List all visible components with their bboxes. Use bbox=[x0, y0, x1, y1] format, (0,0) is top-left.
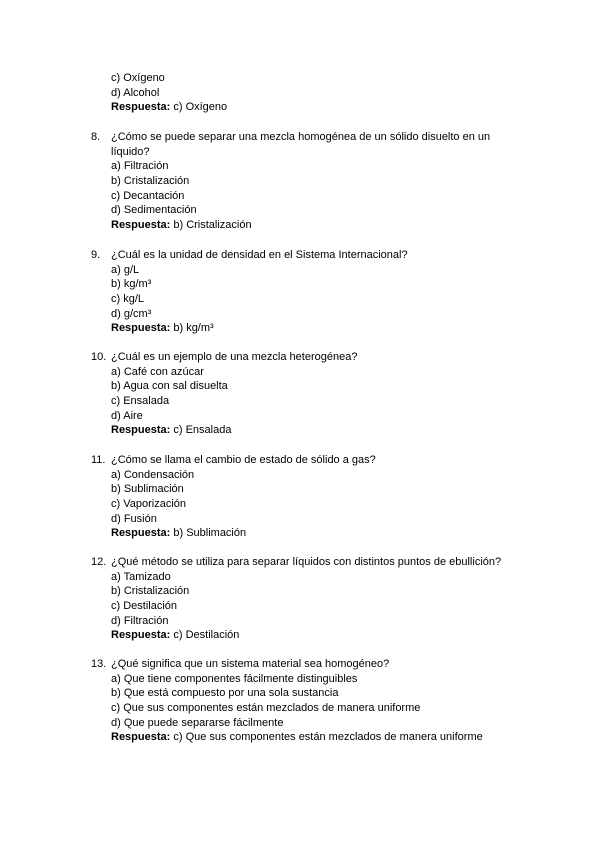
previous-question-tail bbox=[111, 71, 227, 115]
answer-line bbox=[111, 218, 511, 233]
answer-value: c) Destilación bbox=[170, 629, 240, 642]
option: d) Fusión bbox=[111, 512, 157, 525]
option: c) kg/L bbox=[111, 293, 145, 306]
option: d) Alcohol bbox=[111, 86, 160, 99]
question-13 bbox=[91, 657, 511, 745]
option: a) g/L bbox=[111, 263, 140, 276]
option: b) Sublimación bbox=[111, 483, 184, 496]
question-8 bbox=[91, 130, 511, 233]
answer-value: c) Ensalada bbox=[170, 424, 232, 437]
question-number: 13. bbox=[91, 658, 107, 670]
option: a) Café con azúcar bbox=[111, 365, 204, 378]
question-12 bbox=[91, 555, 511, 643]
option: a) Filtración bbox=[111, 160, 169, 173]
question-text: ¿Cuál es la unidad de densidad en el Sistema Internacional? bbox=[111, 249, 408, 261]
question-10 bbox=[91, 350, 511, 438]
option: b) Agua con sal disuelta bbox=[111, 380, 228, 393]
option: d) Aire bbox=[111, 409, 143, 422]
answer-label: Respuesta: bbox=[111, 424, 171, 437]
answer-line bbox=[111, 423, 511, 438]
option: d) g/cm³ bbox=[111, 307, 152, 320]
option: c) Vaporización bbox=[111, 498, 186, 511]
question-text: ¿Cómo se llama el cambio de estado de sólido a gas? bbox=[111, 454, 376, 466]
question-number: 9. bbox=[91, 249, 101, 261]
answer-value: b) Sublimación bbox=[170, 527, 247, 540]
question-number: 8. bbox=[91, 131, 101, 143]
option: c) Destilación bbox=[111, 600, 178, 613]
answer-line bbox=[111, 321, 511, 336]
answer-label: Respuesta: bbox=[111, 219, 171, 232]
question-number: 12. bbox=[91, 556, 107, 568]
question-9 bbox=[91, 248, 511, 336]
answer-label: Respuesta: bbox=[111, 101, 171, 114]
option: c) Oxígeno bbox=[111, 72, 165, 84]
question-text: ¿Qué significa que un sistema material sea homogéneo? bbox=[111, 658, 390, 670]
answer-value: b) kg/m³ bbox=[170, 322, 214, 335]
answer-line bbox=[111, 628, 511, 643]
question-text: líquido? bbox=[111, 145, 150, 158]
question-number: 10. bbox=[91, 351, 107, 363]
question-text: ¿Cómo se puede separar una mezcla homogénea de un sólido disuelto en un bbox=[111, 131, 491, 143]
question-number: 11. bbox=[91, 454, 106, 466]
option: c) Ensalada bbox=[111, 395, 170, 408]
answer-label: Respuesta: bbox=[111, 322, 171, 335]
answer-value: c) Que sus componentes están mezclados de manera uniforme bbox=[170, 731, 483, 744]
question-text: ¿Qué método se utiliza para separar líquidos con distintos puntos de ebullición? bbox=[111, 556, 502, 568]
option: d) Que puede separarse fácilmente bbox=[111, 716, 284, 729]
answer-label: Respuesta: bbox=[111, 527, 171, 540]
answer-label: Respuesta: bbox=[111, 731, 171, 744]
answer-value: b) Cristalización bbox=[170, 219, 252, 232]
option: b) kg/m³ bbox=[111, 278, 152, 291]
answer-line bbox=[111, 526, 511, 541]
option: c) Que sus componentes están mezclados de manera uniforme bbox=[111, 702, 421, 715]
option: b) Cristalización bbox=[111, 175, 190, 188]
option: c) Decantación bbox=[111, 189, 185, 202]
option: a) Condensación bbox=[111, 468, 195, 481]
option: d) Filtración bbox=[111, 614, 169, 627]
option: b) Que está compuesto por una sola sustancia bbox=[111, 687, 339, 700]
question-11 bbox=[91, 453, 511, 541]
option: a) Tamizado bbox=[111, 570, 171, 583]
answer-line bbox=[111, 730, 511, 745]
option: a) Que tiene componentes fácilmente distinguibles bbox=[111, 672, 358, 685]
question-text: ¿Cuál es un ejemplo de una mezcla heterogénea? bbox=[111, 351, 358, 363]
option: b) Cristalización bbox=[111, 585, 190, 598]
answer-value: c) Oxígeno bbox=[170, 101, 228, 114]
answer-line bbox=[111, 100, 227, 115]
answer-label: Respuesta: bbox=[111, 629, 171, 642]
option: d) Sedimentación bbox=[111, 204, 197, 217]
